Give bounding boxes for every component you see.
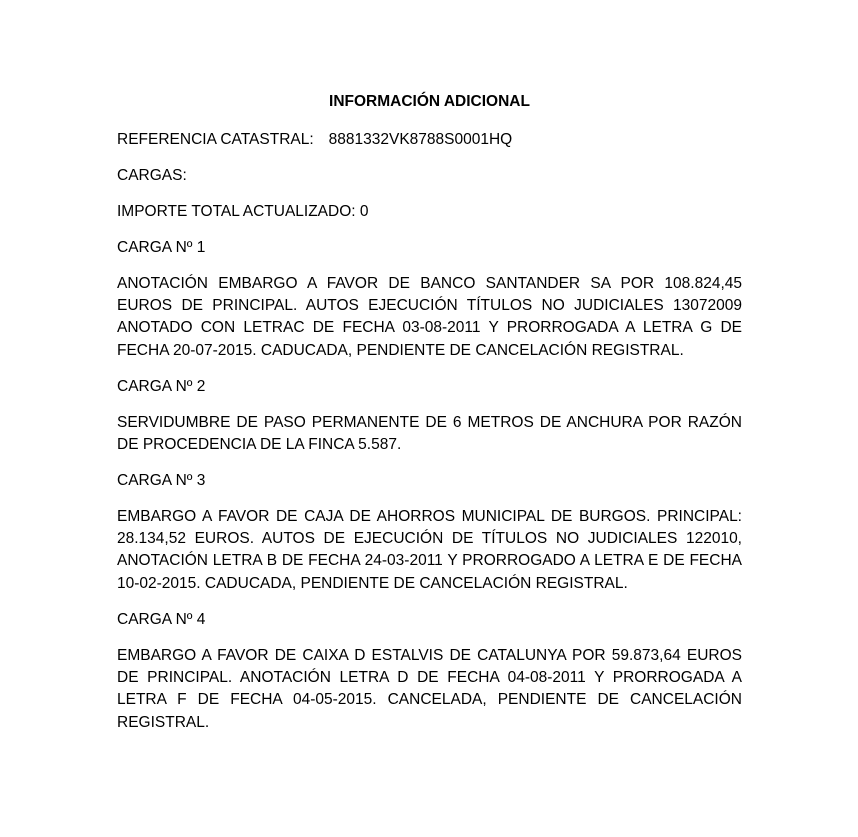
carga-1-body: ANOTACIÓN EMBARGO A FAVOR DE BANCO SANTANDER SA POR 108.824,45 EUROS DE PRINCIPAL. AUTOS EJECUCIÓN TÍTULOS NO JUDICIALES 13072009 ANOTADO CON LETRAC DE FECHA 03-08-2011 Y PRORROGADA A LETRA G DE FECHA 20-07-2015. CADUCADA, PENDIENTE DE CANCELACIÓN REGISTRAL.: [117, 274, 742, 359]
cargas-section-label: CARGAS:: [117, 166, 187, 184]
referencia-catastral-line: [117, 129, 742, 151]
referencia-catastral-value: 8881332VK8788S0001HQ: [328, 130, 513, 148]
referencia-catastral-label: REFERENCIA CATASTRAL:: [117, 130, 314, 148]
carga-4-body: EMBARGO A FAVOR DE CAIXA D ESTALVIS DE CATALUNYA POR 59.873,64 EUROS DE PRINCIPAL. ANOTACIÓN LETRA D DE FECHA 04-08-2011 Y PRORROGADA A LETRA F DE FECHA 04-05-2015. CANCELADA, PENDIENTE DE CANCELACIÓN REGISTRAL.: [117, 646, 742, 731]
carga-2-body: SERVIDUMBRE DE PASO PERMANENTE DE 6 METROS DE ANCHURA POR RAZÓN DE PROCEDENCIA DE LA FINCA 5.587.: [117, 413, 742, 453]
carga-3-body: EMBARGO A FAVOR DE CAJA DE AHORROS MUNICIPAL DE BURGOS. PRINCIPAL: 28.134,52 EUROS. AUTOS DE EJECUCIÓN DE TÍTULOS NO JUDICIALES 122010, ANOTACIÓN LETRA B DE FECHA 24-03-2011 Y PRORROGADO A LETRA E DE FECHA 10-02-2015. CADUCADA, PENDIENTE DE CANCELACIÓN REGISTRAL.: [117, 507, 742, 592]
importe-total-line: IMPORTE TOTAL ACTUALIZADO: 0: [117, 202, 369, 220]
document-content: [117, 91, 742, 734]
carga-1-heading: CARGA Nº 1: [117, 238, 206, 256]
carga-4-heading: CARGA Nº 4: [117, 610, 206, 628]
carga-2-heading: CARGA Nº 2: [117, 377, 206, 395]
carga-3-heading: CARGA Nº 3: [117, 471, 206, 489]
document-title: INFORMACIÓN ADICIONAL: [329, 93, 530, 110]
